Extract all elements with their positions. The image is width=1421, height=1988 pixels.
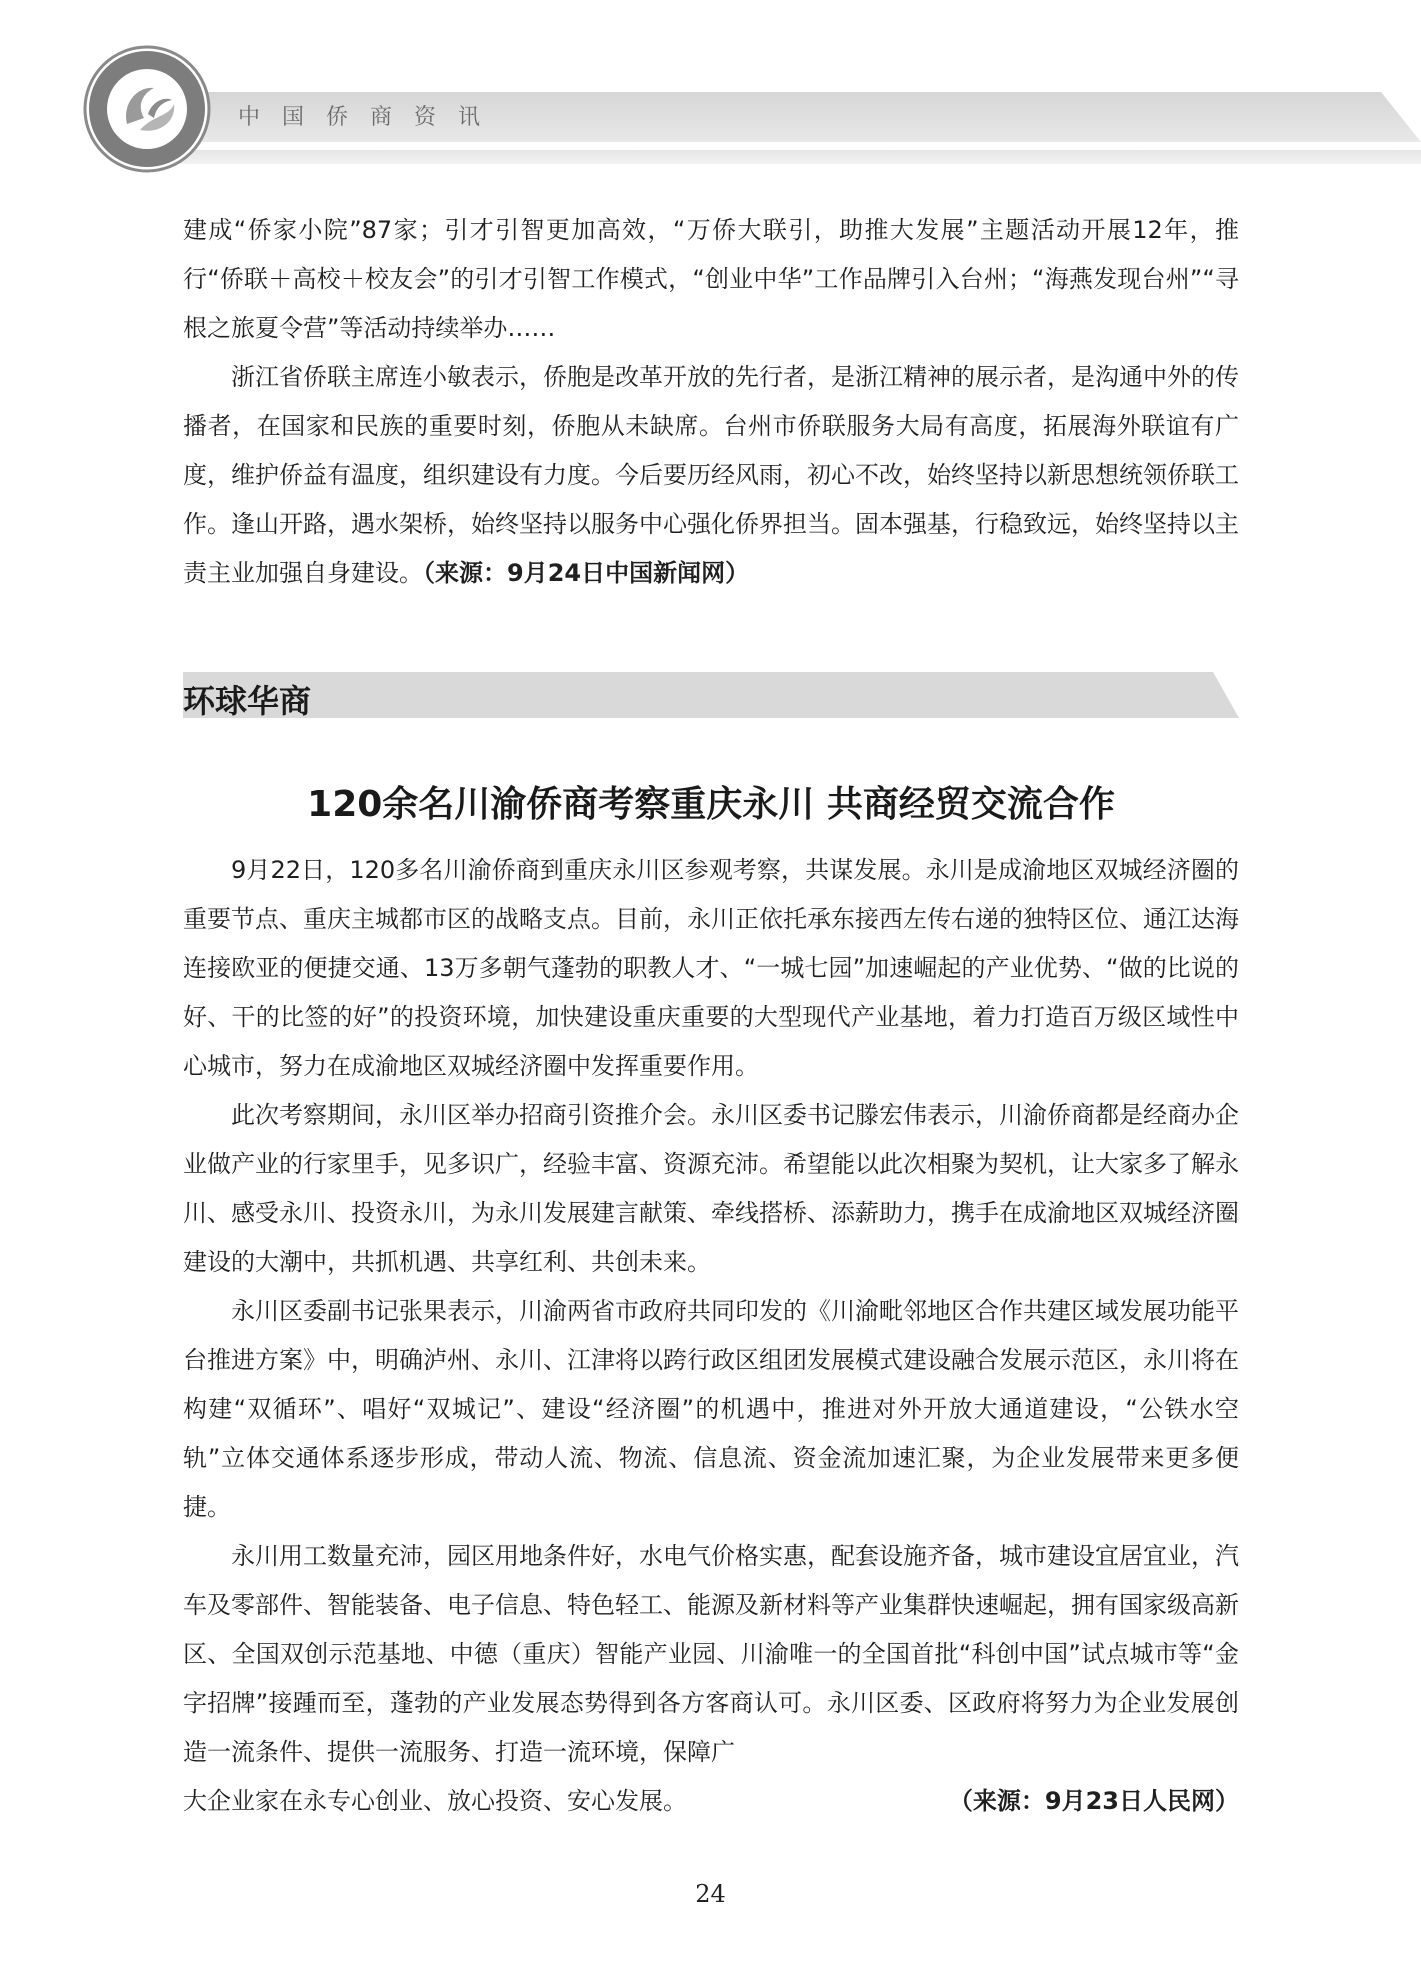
intro-paragraph-2	[183, 353, 1239, 598]
article-last-line	[183, 1777, 1239, 1826]
header-title: 中国侨商资讯	[238, 105, 503, 130]
article-paragraph-1: 9月22日，120多名川渝侨商到重庆永川区参观考察，共谋发展。永川是成渝地区双城经济圈的重要节点、重庆主城都市区的战略支点。目前，永川正依托承东接西左传右递的独特区位、通江达海连接欧亚的便捷交通、13万多朝气蓬勃的职教人才、“一城七园”加速崛起的产业优势、“做的比说的好、干的比签的好”的投资环境，加快建设重庆重要的大型现代产业基地，着力打造百万级区域性中心城市，努力在成渝地区双城经济圈中发挥重要作用。	[183, 856, 1239, 1080]
page-number: 24	[695, 1880, 726, 1908]
article-body	[183, 846, 1239, 1826]
header-rule	[140, 150, 1421, 164]
organization-logo-icon	[82, 44, 212, 174]
article-paragraph-4-end: 大企业家在永专心创业、放心投资、安心发展。	[183, 1787, 687, 1815]
intro-paragraph-2-text: 浙江省侨联主席连小敏表示，侨胞是改革开放的先行者，是浙江精神的展示者，是沟通中外的传播者，在国家和民族的重要时刻，侨胞从未缺席。台州市侨联服务大局有高度，拓展海外联谊有广度，维护侨益有温度，组织建设有力度。今后要历经风雨，初心不改，始终坚持以新思想统领侨联工作。逢山开路，遇水架桥，始终坚持以服务中心强化侨界担当。固本强基，行稳致远，始终坚持以主责主业加强自身建设。	[183, 363, 1239, 587]
article-paragraph-2: 此次考察期间，永川区举办招商引资推介会。永川区委书记滕宏伟表示，川渝侨商都是经商办企业做产业的行家里手，见多识广，经验丰富、资源充沛。希望能以此次相聚为契机，让大家多了解永川、感受永川、投资永川，为永川发展建言献策、牵线搭桥、添薪助力，携手在成渝地区双城经济圈建设的大潮中，共抓机遇、共享红利、共创未来。	[183, 1101, 1239, 1276]
article-paragraph-3: 永川区委副书记张果表示，川渝两省市政府共同印发的《川渝毗邻地区合作共建区域发展功能平台推进方案》中，明确泸州、永川、江津将以跨行政区组团发展模式建设融合发展示范区，永川将在构建“双循环”、唱好“双城记”、建设“经济圈”的机遇中，推进对外开放大通道建设，“公铁水空轨”立体交通体系逐步形成，带动人流、物流、信息流、资金流加速汇聚，为企业发展带来更多便捷。	[183, 1297, 1239, 1521]
intro-paragraph-1: 建成“侨家小院”87家；引才引智更加高效，“万侨大联引，助推大发展”主题活动开展12年，推行“侨联＋高校＋校友会”的引才引智工作模式，“创业中华”工作品牌引入台州；“海燕发现台州”“寻根之旅夏令营”等活动持续举办……	[183, 216, 1239, 342]
article-title: 120余名川渝侨商考察重庆永川 共商经贸交流合作	[307, 784, 1115, 825]
section-heading-bar	[183, 672, 1239, 718]
intro-source: （来源：9月24日中国新闻网）	[423, 559, 750, 587]
article-source: （来源：9月23日人民网）	[948, 1787, 1239, 1815]
article-paragraph-4: 永川用工数量充沛，园区用地条件好，水电气价格实惠，配套设施齐备，城市建设宜居宜业，汽车及零部件、智能装备、电子信息、特色轻工、能源及新材料等产业集群快速崛起，拥有国家级高新区、全国双创示范基地、中德（重庆）智能产业园、川渝唯一的全国首批“科创中国”试点城市等“金字招牌”接踵而至，蓬勃的产业发展态势得到各方客商认可。永川区委、区政府将努力为企业发展创造一流条件、提供一流服务、打造一流环境，保障广	[183, 1542, 1239, 1766]
section-title: 环球华商	[183, 682, 312, 720]
intro-text	[183, 206, 1239, 598]
